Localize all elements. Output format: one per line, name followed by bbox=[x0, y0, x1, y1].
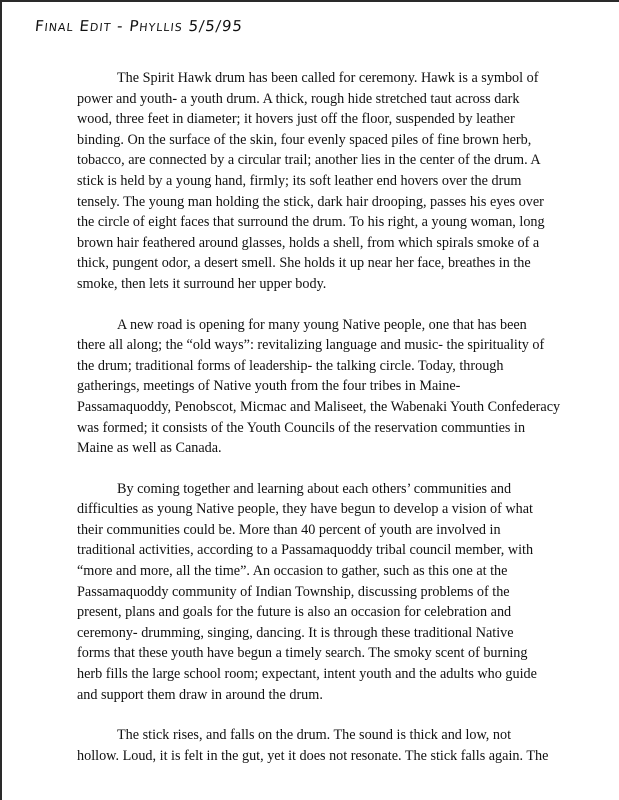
document-body bbox=[77, 68, 617, 786]
text-line: traditional activities, according to a Passamaquoddy tribal council member, with bbox=[77, 542, 534, 559]
text-line: tobacco, are connected by a circular trail; another lies in the center of the drum. A bbox=[77, 152, 541, 169]
text-line: Maine as well as Canada. bbox=[77, 440, 222, 457]
paragraph-1 bbox=[77, 68, 617, 295]
text-line: The Spirit Hawk drum has been called for ceremony. Hawk is a symbol of bbox=[117, 70, 539, 86]
text-line: their communities could be. More than 40 percent of youth are involved in bbox=[77, 521, 501, 538]
text-line: ceremony- drumming, singing, dancing. It is through these traditional Native bbox=[77, 624, 514, 641]
text-line: hollow. Loud, it is felt in the gut, yet it does not resonate. The stick falls again. The bbox=[77, 747, 549, 764]
text-line: Passamaquoddy community of Indian Township, discussing problems of the bbox=[77, 583, 510, 600]
text-line: wood, three feet in diameter; it hovers just off the floor, suspended by leather bbox=[77, 111, 515, 128]
paragraph-3 bbox=[77, 479, 617, 706]
text-line: present, plans and goals for the future is also an occasion for celebration and bbox=[77, 604, 512, 621]
text-line: forms that these youth have begun a timely search. The smoky scent of burning bbox=[77, 645, 528, 662]
text-line: the circle of eight faces that surround the drum. To his right, a young woman, long bbox=[77, 214, 545, 231]
text-line: stick is held by a young hand, firmly; its soft leather end hovers over the drum bbox=[77, 172, 522, 189]
text-line: thick, pungent odor, a desert smell. She holds it up near her face, breathes in the bbox=[77, 255, 531, 272]
text-line: A new road is opening for many young Native people, one that has been bbox=[117, 316, 527, 333]
text-line: tensely. The young man holding the stick, dark hair drooping, passes his eyes over bbox=[77, 193, 544, 210]
text-line: was formed; it consists of the Youth Councils of the reservation communties in bbox=[77, 419, 526, 436]
text-line: By coming together and learning about each others’ communities and bbox=[117, 480, 512, 497]
text-line: there all along; the “old ways”: revitalizing language and music- the spirituality of bbox=[77, 337, 545, 354]
text-line: The stick rises, and falls on the drum. The sound is thick and low, not bbox=[117, 727, 512, 744]
text-line: and support them draw in around the drum. bbox=[77, 686, 323, 703]
text-line: gatherings, meetings of Native youth from the four tribes in Maine- bbox=[77, 378, 461, 395]
text-line: difficulties as young Native people, they have begun to develop a vision of what bbox=[77, 501, 533, 518]
text-line: binding. On the surface of the skin, four evenly spaced piles of fine brown herb, bbox=[77, 131, 532, 148]
paragraph-2 bbox=[77, 315, 617, 459]
text-line: smoke, then lets it surround her upper body. bbox=[77, 275, 327, 292]
text-line: Passamaquoddy, Penobscot, Micmac and Maliseet, the Wabenaki Youth Confederacy bbox=[77, 398, 561, 415]
text-line: power and youth- a youth drum. A thick, rough hide stretched taut across dark bbox=[77, 90, 520, 107]
paragraph-4 bbox=[77, 725, 617, 766]
text-line: the drum; traditional forms of leadership- the talking circle. Today, through bbox=[77, 357, 504, 374]
text-line: brown hair feathered around glasses, holds a shell, from which spirals smoke of a bbox=[77, 234, 540, 251]
handwritten-annotation: Final Edit - Phyllis 5/5/95 bbox=[34, 17, 244, 35]
text-line: “more and more, all the time”. An occasion to gather, such as this one at the bbox=[77, 563, 508, 580]
text-line: herb fills the large school room; expectant, intent youth and the adults who guide bbox=[77, 666, 537, 683]
